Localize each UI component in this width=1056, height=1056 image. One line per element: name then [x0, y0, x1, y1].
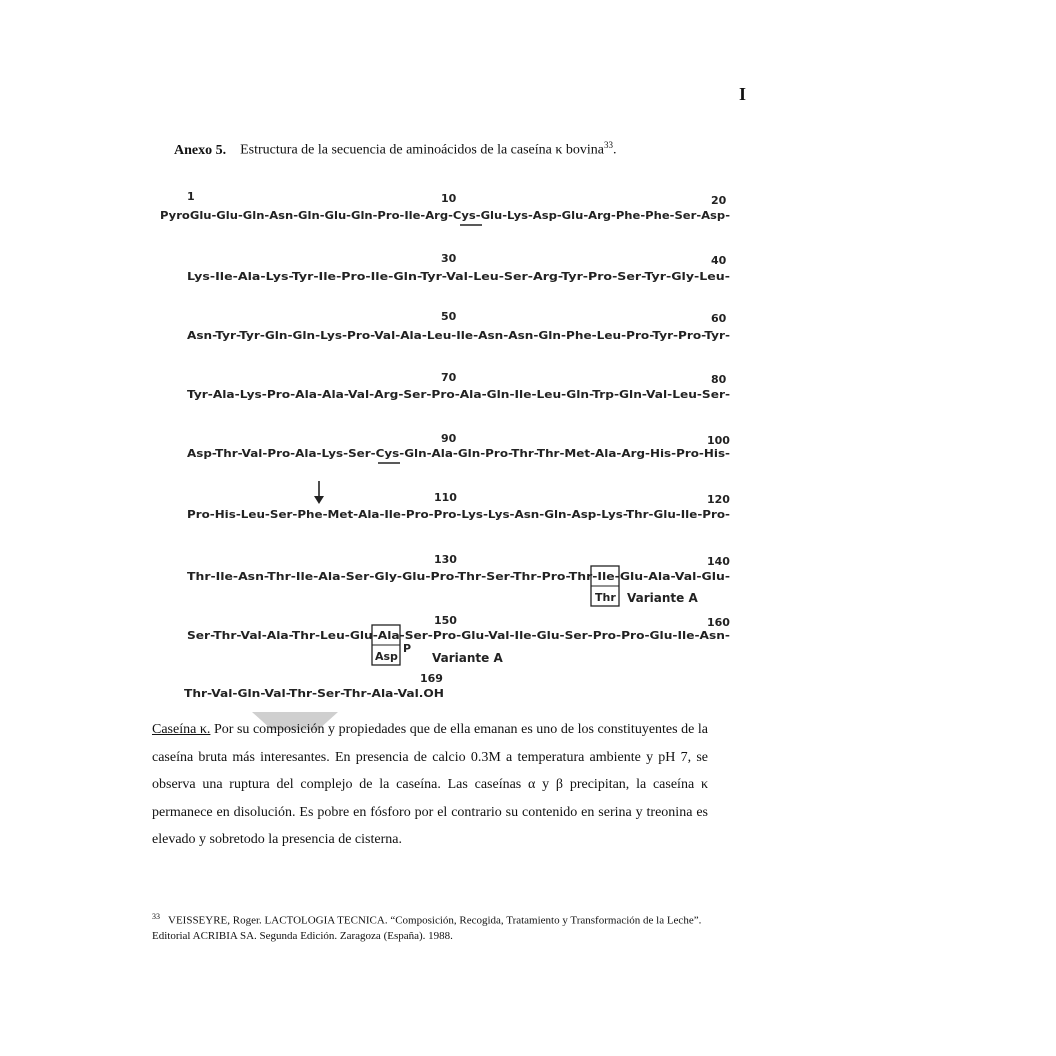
seq-number-1: 1 — [187, 190, 195, 203]
sequence-row-5: Asp-Thr-Val-Pro-Ala-Lys-Ser-Cys-Gln-Ala-Gln-Pro-Thr-Thr-Met-Ala-Arg-His-Pro-His- — [187, 447, 730, 460]
sequence-row-8: Ser-Thr-Val-Ala-Thr-Leu-Glu-Ala-Ser-Pro-Glu-Val-Ile-Glu-Ser-Pro-Pro-Glu-Ile-Asn- — [187, 629, 730, 642]
seq-number-130: 130 — [434, 553, 457, 566]
annex-title-end: . — [613, 142, 617, 158]
seq-number-150: 150 — [434, 614, 457, 627]
sequence-row-3: Asn-Tyr-Tyr-Gln-Gln-Lys-Pro-Val-Ala-Leu-Ile-Asn-Asn-Gln-Phe-Leu-Pro-Tyr-Pro-Tyr- — [187, 329, 730, 342]
variant-residue-thr: Thr — [595, 591, 616, 604]
sequence-row-6: Pro-His-Leu-Ser-Phe-Met-Ala-Ile-Pro-Pro-Lys-Lys-Asn-Gln-Asp-Lys-Thr-Glu-Ile-Pro- — [187, 508, 730, 521]
footnote-number: 33 — [152, 912, 160, 921]
annex-footnote-ref: 33 — [604, 140, 614, 150]
seq-number-50: 50 — [441, 310, 457, 323]
cleavage-arrow-icon — [314, 496, 324, 504]
sequence-row-1: PyroGlu-Glu-Gln-Asn-Gln-Glu-Gln-Pro-Ile-Arg-Cys-Glu-Lys-Asp-Glu-Arg-Phe-Phe-Ser-Asp- — [160, 209, 730, 222]
sequence-row-9: Thr-Val-Gln-Val-Thr-Ser-Thr-Ala-Val.OH — [184, 687, 444, 700]
sequence-row-7: Thr-Ile-Asn-Thr-Ile-Ala-Ser-Gly-Glu-Pro-Thr-Ser-Thr-Pro-Thr-Ile-Glu-Ala-Val-Glu- — [187, 570, 730, 583]
variant-a-label-1: Variante A — [627, 591, 698, 605]
seq-number-100: 100 — [707, 434, 730, 447]
body-paragraph — [152, 716, 708, 854]
seq-number-60: 60 — [711, 312, 727, 325]
sequence-row-4: Tyr-Ala-Lys-Pro-Ala-Ala-Val-Arg-Ser-Pro-Ala-Gln-Ile-Leu-Gln-Trp-Gln-Val-Leu-Ser- — [187, 388, 730, 401]
seq-number-110: 110 — [434, 491, 457, 504]
seq-number-20: 20 — [711, 194, 727, 207]
footnote — [152, 909, 712, 944]
seq-number-160: 160 — [707, 616, 730, 629]
page-marker: I — [739, 84, 747, 104]
annex-title-text: Estructura de la secuencia de aminoácidos de la caseína κ bovina — [240, 142, 605, 158]
seq-number-140: 140 — [707, 555, 730, 568]
sequence-row-2: Lys-Ile-Ala-Lys-Tyr-Ile-Pro-Ile-Gln-Tyr-Val-Leu-Ser-Arg-Tyr-Pro-Ser-Tyr-Gly-Leu- — [187, 270, 730, 283]
seq-number-169: 169 — [420, 672, 443, 685]
phospho-marker: P — [403, 642, 412, 655]
seq-number-90: 90 — [441, 432, 457, 445]
seq-number-10: 10 — [441, 192, 457, 205]
seq-number-80: 80 — [711, 373, 727, 386]
seq-number-40: 40 — [711, 254, 727, 267]
variant-residue-asp: Asp — [375, 650, 398, 663]
seq-number-120: 120 — [707, 493, 730, 506]
paragraph-term: Caseína κ. — [152, 722, 211, 737]
variant-a-label-2: Variante A — [432, 651, 503, 665]
annex-label: Anexo 5. — [174, 142, 227, 158]
footnote-text: VEISSEYRE, Roger. LACTOLOGIA TECNICA. “Composición, Recogida, Tratamiento y Transformación de la Leche”. Editorial ACRIBIA SA. Segunda Edición. Zaragoza (España). 1988. — [152, 914, 702, 942]
paragraph-text: Por su composición y propiedades que de ella emanan es uno de los constituyentes de la caseína bruta más interesantes. En presencia de calcio 0.3M a temperatura ambiente y pH 7, se observa una ruptura del complejo de la caseína. Las caseínas α y β precipitan, la caseína κ permanece en disolución. Es pobre en fósforo por el contrario su contenido en serina y treonina es elevado y sobretodo la presencia de cisterna. — [152, 722, 708, 847]
seq-number-70: 70 — [441, 371, 457, 384]
seq-number-30: 30 — [441, 252, 457, 265]
